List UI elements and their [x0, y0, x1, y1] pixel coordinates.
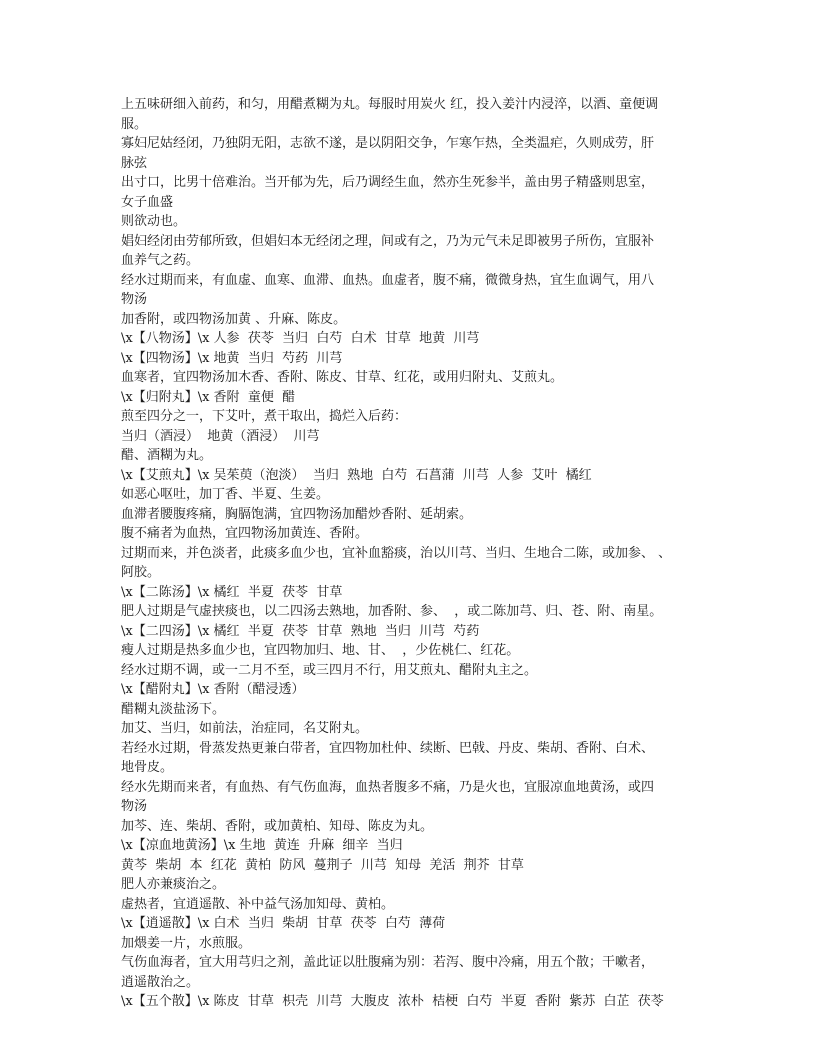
text-line: 娼妇经闭由劳郁所致，但娼妇本无经闭之理，间或有之，乃为元气未足即被男子所伤，宜服补	[121, 233, 655, 249]
text-line: 过期而来，并色淡者，此痰多血少也，宜补血豁痰，治以川芎、当归、生地合二陈，或加参、 、	[121, 545, 672, 561]
text-line: 醋糊丸淡盐汤下。	[121, 701, 226, 717]
text-line: 服。	[121, 116, 148, 132]
text-line: \x【逍遥散】\x 白术 当归 柴胡 甘草 茯苓 白芍 薄荷	[121, 916, 446, 931]
text-line: 地骨皮。	[121, 760, 174, 775]
text-line: \x【五个散】\x 陈皮 甘草 枳壳 川芎 大腹皮 浓朴 桔梗 白芍 半夏 香附 紫苏 白芷 茯苓	[121, 994, 664, 1009]
text-line: 加香附，或四物汤加黄 、升麻、陈皮。	[121, 311, 347, 327]
text-line: 血寒者，宜四物汤加木香、香附、陈皮、甘草、红花，或用归附丸、艾煎丸。	[121, 370, 564, 385]
text-line: 加艾、当归，如前法，治症同，名艾附丸。	[121, 721, 369, 736]
text-line: 如恶心呕吐，加丁香、半夏、生姜。	[121, 487, 330, 502]
text-line: 则欲动也。	[121, 214, 187, 229]
text-line: 出寸口，比男十倍难治。当开郁为先，后乃调经生血，然亦生死参半，盖由男子精盛则思室，	[121, 175, 655, 190]
text-line: 当归（酒浸） 地黄（酒浸） 川芎	[121, 428, 320, 444]
text-line: 加芩、连、柴胡、香附，或加黄柏、知母、陈皮为丸。	[121, 818, 434, 834]
text-line: 煎至四分之一，下艾叶，煮干取出，捣烂入后药：	[121, 409, 408, 424]
text-line: \x【八物汤】\x 人参 茯苓 当归 白芍 白术 甘草 地黄 川芎	[121, 331, 480, 346]
text-line: 寡妇尼姑经闭，乃独阴无阳，志欲不遂，是以阴阳交争，乍寒乍热，全类温疟，久则成劳，肝	[121, 136, 655, 151]
text-line: 经水过期而来，有血虚、血寒、血滞、血热。血虚者，腹不痛，微微身热，宜生血调气，用八	[121, 272, 655, 288]
text-line: 加煨姜一片，水煎服。	[121, 935, 252, 951]
text-line: 虚热者，宜逍遥散、补中益气汤加知母、黄柏。	[121, 896, 395, 912]
text-line: \x【艾煎丸】\x 吴茱萸（泡淡） 当归 熟地 白芍 石菖蒲 川芎 人参 艾叶 橘红	[121, 467, 592, 483]
text-line: 气伤血海者，宜大用芎归之剂，盖此证以肚腹痛为别：若泻、腹中冷痛，用五个散；干嗽者，	[121, 955, 655, 970]
text-line: 血养气之药。	[121, 253, 200, 268]
text-line: 腹不痛者为血热，宜四物汤加黄连、香附。	[121, 526, 369, 541]
text-line: 脉弦	[121, 155, 148, 171]
text-line: 阿胶。	[121, 565, 161, 580]
text-line: \x【四物汤】\x 地黄 当归 芍药 川芎	[121, 350, 343, 366]
text-line: 经水过期不调，或一二月不至，或三四月不行，用艾煎丸、醋附丸主之。	[121, 662, 538, 678]
text-line: 女子血盛	[121, 194, 174, 210]
text-line: 血滞者腰腹疼痛，胸膈饱满，宜四物汤加醋炒香附、延胡索。	[121, 506, 473, 522]
text-line: 逍遥散治之。	[121, 974, 200, 990]
text-line: \x【二四汤】\x 橘红 半夏 茯苓 甘草 熟地 当归 川芎 芍药	[121, 623, 480, 639]
text-line: \x【凉血地黄汤】\x 生地 黄连 升麻 细辛 当归	[121, 838, 403, 853]
text-line: \x【醋附丸】\x 香附（醋浸透）	[121, 682, 305, 697]
text-line: 肥人过期是气虚挟痰也，以二四汤去熟地，加香附、参、 ，或二陈加芎、归、苍、附、南星。	[121, 604, 663, 619]
document-body	[121, 95, 701, 1012]
text-line: 物汤	[121, 292, 148, 307]
text-line: 物汤	[121, 799, 148, 814]
text-line: \x【二陈汤】\x 橘红 半夏 茯苓 甘草	[121, 584, 343, 600]
text-line: 瘦人过期是热多血少也，宜四物加归、地、甘、 ，少佐桃仁、红花。	[121, 643, 520, 658]
text-line: 醋、酒糊为丸。	[121, 448, 213, 463]
text-line: 肥人亦兼痰治之。	[121, 877, 226, 892]
text-line: 上五味研细入前药，和匀，用醋煮糊为丸。每服时用炭火 红，投入姜汁内浸淬，以酒、童便调	[121, 97, 659, 112]
text-line: \x【归附丸】\x 香附 童便 醋	[121, 389, 296, 405]
text-line: 若经水过期，骨蒸发热更兼白带者，宜四物加杜仲、续断、巴戟、丹皮、柴胡、香附、白术、	[121, 740, 655, 756]
text-line: 经水先期而来者，有血热、有气伤血海，血热者腹多不痛，乃是火也，宜服凉血地黄汤，或四	[121, 779, 655, 795]
text-line: 黄芩 柴胡 本 红花 黄柏 防风 蔓荆子 川芎 知母 羌活 荆芥 甘草	[121, 857, 524, 873]
